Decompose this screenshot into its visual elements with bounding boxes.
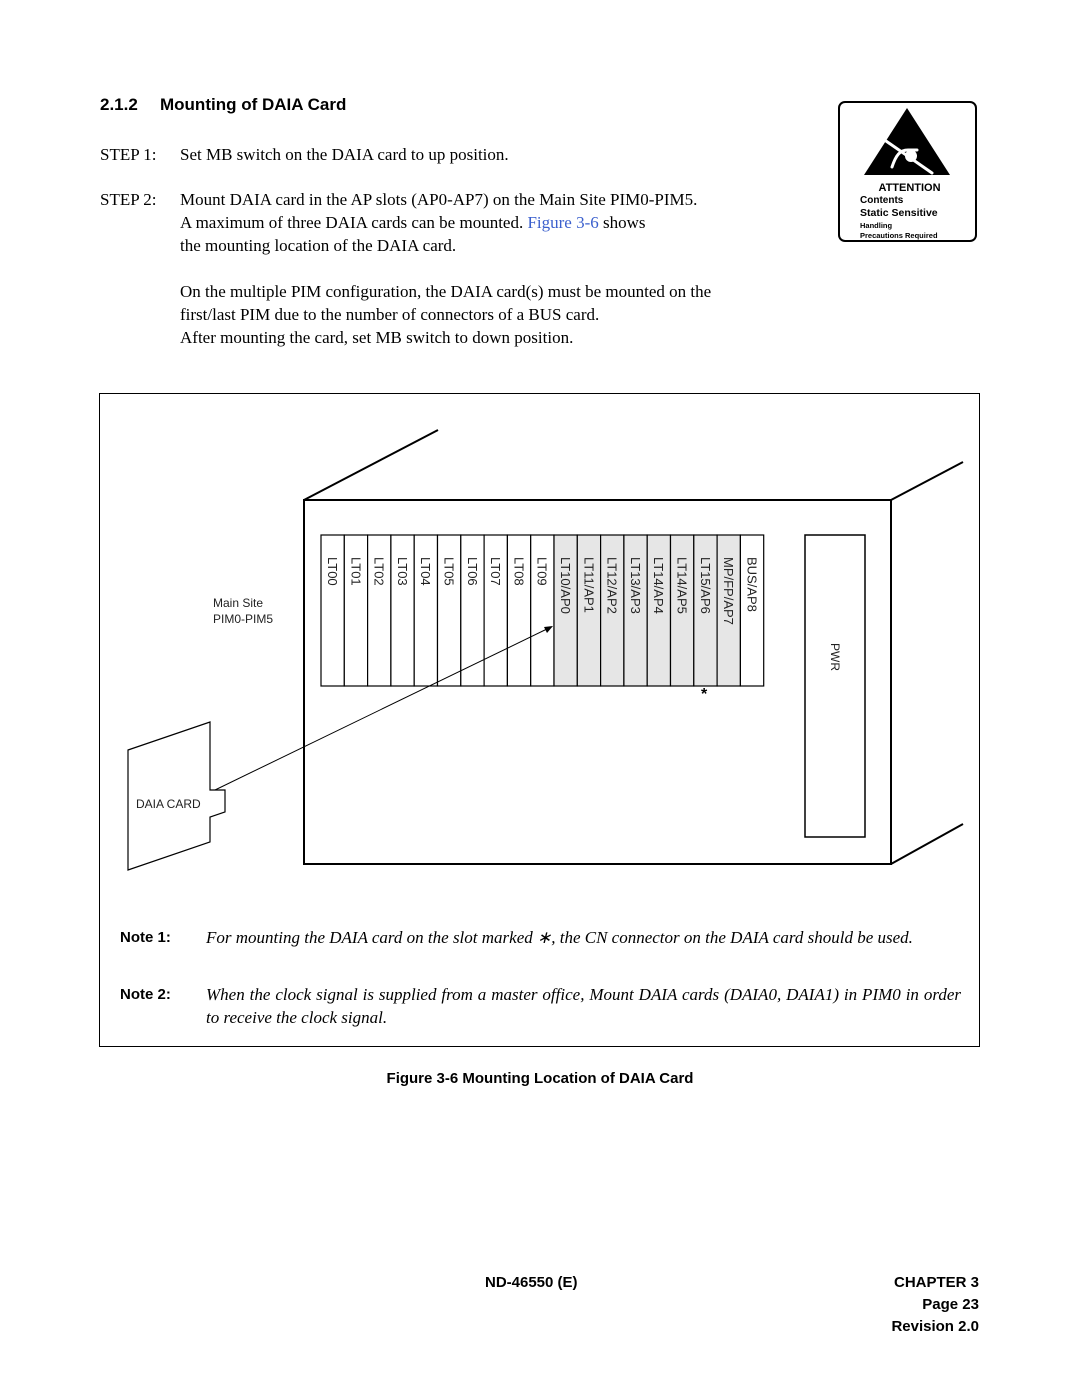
note-1-text: For mounting the DAIA card on the slot marked ∗, the CN connector on the DAIA card should be used.: [206, 928, 913, 947]
main-site-label-line: PIM0-PIM5: [213, 612, 274, 626]
slot-label: LT04: [418, 557, 434, 586]
pwr-unit: [805, 535, 865, 837]
slot-label: LT05: [441, 557, 457, 586]
slot-label: LT10/AP0: [558, 557, 573, 614]
note-1-label: Note 1:: [120, 929, 171, 946]
note-2-label: Note 2:: [120, 986, 171, 1003]
slot-label: LT13/AP3: [627, 557, 643, 614]
page-number: Page 23: [922, 1296, 979, 1313]
slot-label: BUS/AP8: [744, 557, 760, 612]
paragraph-line: On the multiple PIM configuration, the DAIA card(s) must be mounted on the: [180, 282, 712, 301]
step-1-text: Set MB switch on the DAIA card to up position.: [180, 145, 509, 164]
attention-line: Handling: [860, 221, 893, 230]
step-2-line-3: the mounting location of the DAIA card.: [180, 236, 457, 255]
step-1-label: STEP 1:: [100, 145, 157, 164]
paragraph-line: After mounting the card, set MB switch to down position.: [180, 328, 574, 347]
main-site-label: [213, 595, 273, 627]
slot-label: LT00: [325, 557, 340, 586]
figure-link[interactable]: Figure 3-6: [527, 213, 599, 232]
perspective-line: [891, 824, 963, 864]
daia-card-shape: [128, 722, 225, 870]
slot-label: MP/FP/AP7: [721, 557, 737, 625]
revision-label: Revision 2.0: [891, 1318, 979, 1335]
main-site-label-line: Main Site: [213, 596, 264, 610]
slot-label: LT14/AP4: [651, 557, 667, 614]
slot-label: LT06: [464, 557, 480, 586]
attention-line: Precautions Required: [860, 231, 938, 240]
figure-caption: Figure 3-6 Mounting Location of DAIA Card: [386, 1070, 694, 1087]
slot-label: LT01: [348, 557, 364, 586]
step-2-label: STEP 2:: [100, 190, 157, 209]
document-number: ND-46550 (E): [485, 1274, 578, 1291]
slot-marker: *: [701, 686, 708, 703]
section-number: 2.1.2: [100, 95, 138, 114]
section-title: Mounting of DAIA Card: [160, 95, 347, 114]
attention-line: Static Sensitive: [860, 207, 938, 219]
step-2-line-1: Mount DAIA card in the AP slots (AP0-AP7) on the Main Site PIM0-PIM5.: [180, 190, 698, 209]
paragraph-line: first/last PIM due to the number of connectors of a BUS card.: [180, 305, 600, 324]
slot-label: LT07: [488, 557, 504, 586]
chapter-label: CHAPTER 3: [893, 1274, 979, 1291]
slot-label: LT12/AP2: [604, 557, 620, 614]
step-2-line-2-text: A maximum of three DAIA cards can be mounted.: [180, 213, 528, 232]
daia-card-label: DAIA CARD: [136, 797, 201, 811]
perspective-line: [304, 430, 438, 500]
attention-title: ATTENTION: [878, 182, 941, 194]
attention-line: Contents: [860, 195, 904, 206]
slot-label: LT14/AP5: [674, 557, 690, 614]
slot-label: LT08: [511, 557, 527, 586]
slot-label: LT02: [371, 557, 387, 586]
perspective-line: [891, 462, 963, 500]
note-2-text: When the clock signal is supplied from a master office, Mount DAIA cards (DAIA0, DAIA1) in PIM0 in order to receive the clock signal.: [206, 985, 961, 1027]
slot-label: LT03: [394, 557, 410, 586]
slot-label: LT15/AP6: [697, 557, 713, 614]
slot-label: LT11/AP1: [581, 557, 597, 613]
pwr-label: PWR: [828, 643, 842, 671]
step-2-line-2-tail: shows: [598, 213, 646, 232]
slot-label: LT09: [534, 557, 550, 586]
